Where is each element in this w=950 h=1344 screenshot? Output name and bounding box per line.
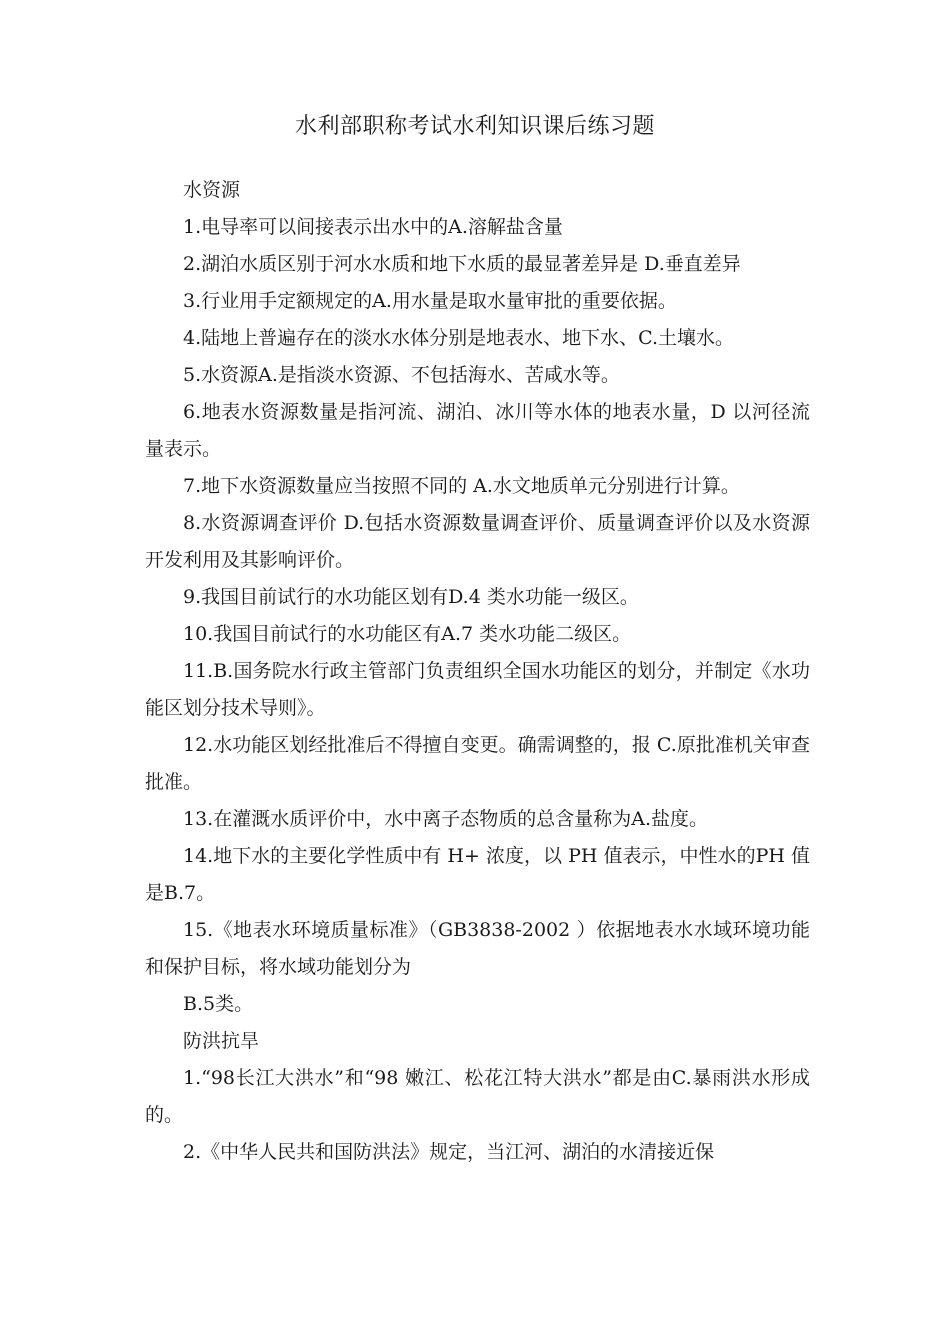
question-paragraph: 11.B.国务院水行政主管部门负责组织全国水功能区的划分，并制定《水功能区划分技术导则》。 bbox=[145, 660, 810, 719]
question-paragraph: 1.“98长江大洪水”和“98 嫩江、松花江特大洪水”都是由C.暴雨洪水形成的。 bbox=[145, 1067, 810, 1126]
question-paragraph: 4.陆地上普遍存在的淡水水体分别是地表水、地下水、C.土壤水。 bbox=[183, 327, 735, 349]
document-body bbox=[145, 172, 810, 1171]
question-paragraph: B.5类。 bbox=[183, 993, 254, 1015]
question-paragraph: 15.《地表水环境质量标准》（GB3838-2002 ）依据地表水水域环境功能和保护目标，将水域功能划分为 bbox=[145, 919, 810, 978]
question-paragraph: 9.我国目前试行的水功能区划有D.4 类水功能一级区。 bbox=[183, 586, 639, 608]
question-paragraph: 1.电导率可以间接表示出水中的A.溶解盐含量 bbox=[183, 216, 563, 238]
question-paragraph: 7.地下水资源数量应当按照不同的 A.水文地质单元分别进行计算。 bbox=[183, 475, 740, 497]
document-title: 水利部职称考试水利知识课后练习题 bbox=[294, 114, 655, 139]
question-paragraph: 3.行业用手定额规定的A.用水量是取水量审批的重要依据。 bbox=[183, 290, 677, 312]
question-paragraph: 8.水资源调查评价 D.包括水资源数量调查评价、质量调查评价以及水资源开发利用及其影响评价。 bbox=[145, 512, 810, 571]
question-paragraph: 2.湖泊水质区别于河水水质和地下水质的最显著差异是 D.垂直差异 bbox=[183, 253, 741, 275]
section-heading-flood-drought: 防洪抗旱 bbox=[183, 1030, 260, 1052]
question-paragraph: 14.地下水的主要化学性质中有 H+ 浓度，以 PH 值表示，中性水的PH 值是B.7。 bbox=[145, 845, 810, 904]
question-paragraph: 2.《中华人民共和国防洪法》规定，当江河、湖泊的水清接近保 bbox=[183, 1141, 715, 1163]
question-paragraph: 5.水资源A.是指淡水资源、不包括海水、苦咸水等。 bbox=[183, 364, 620, 386]
section-heading-water-resources: 水资源 bbox=[183, 179, 241, 201]
question-paragraph: 6.地表水资源数量是指河流、湖泊、冰川等水体的地表水量，D 以河径流量表示。 bbox=[145, 401, 810, 460]
question-paragraph: 12.水功能区划经批准后不得擅自变更。确需调整的，报 C.原批准机关审查批准。 bbox=[145, 734, 810, 793]
question-paragraph: 13.在灌溉水质评价中，水中离子态物质的总含量称为A.盐度。 bbox=[183, 808, 708, 830]
question-paragraph: 10.我国目前试行的水功能区有A.7 类水功能二级区。 bbox=[183, 623, 632, 645]
